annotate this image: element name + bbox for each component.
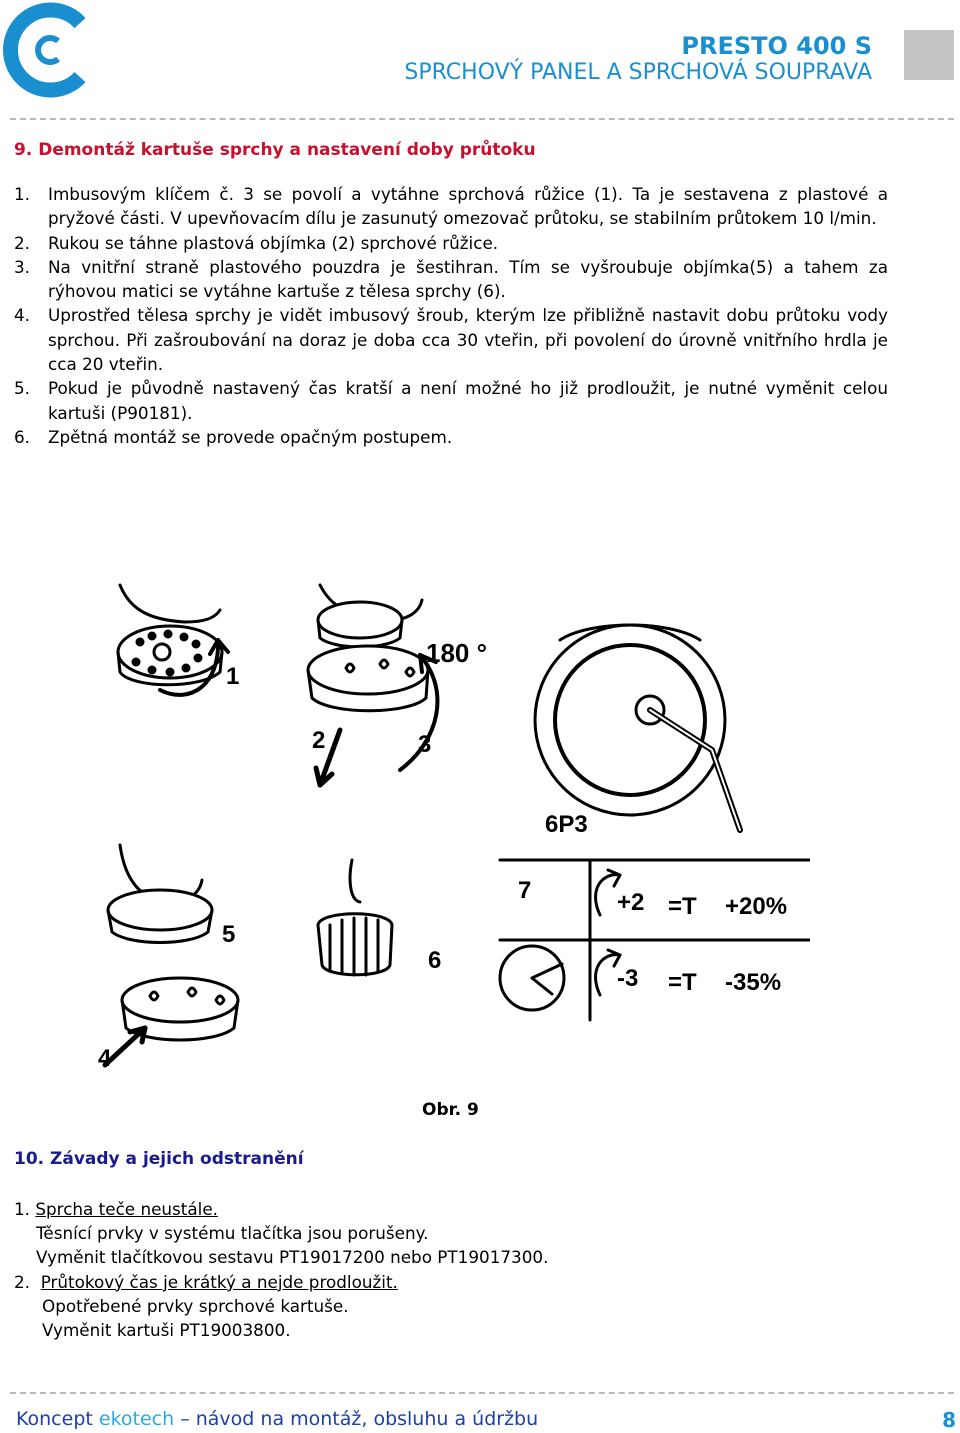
minus-eq-label: =T xyxy=(668,969,697,996)
header-divider xyxy=(10,118,954,120)
label-6: 6 xyxy=(428,947,442,974)
minus-pct-label: -35% xyxy=(725,969,782,996)
label-1: 1 xyxy=(226,663,240,690)
label-2: 2 xyxy=(312,727,326,754)
cartridge-removal xyxy=(105,845,392,1065)
label-hex-size: 6P3 xyxy=(545,811,588,838)
plus-pct-label: +20% xyxy=(725,893,788,920)
disassembly-illustration xyxy=(90,580,810,1080)
step-item: 5. Pokud je původně nastavený čas kratší a není možné ho již prodloužit, je nutné vyměnit celou kartuši (P90181). xyxy=(14,378,888,423)
step-item: 1. Imbusovým klíčem č. 3 se povolí a vytáhne sprchová růžice (1). Ta je sestavena z plastové a pryžové části. V upevňovacím dílu je zasunutý omezovač průtoku, se stabilním průtokem 10 l/min. xyxy=(14,184,888,229)
minus-turn-label: -3 xyxy=(617,965,639,992)
fault-list xyxy=(14,1197,548,1342)
fault-title: Sprcha teče neustále. xyxy=(35,1199,218,1219)
header-decor-box xyxy=(904,30,954,80)
fault-title: Průtokový čas je krátký a nejde prodloužit. xyxy=(40,1271,398,1292)
fault-detail: Těsnící prvky v systému tlačítka jsou porušeny. xyxy=(36,1223,429,1244)
section-9-heading: 9. Demontáž kartuše sprchy a nastavení doby průtoku xyxy=(14,140,536,160)
label-7: 7 xyxy=(518,877,532,904)
plus-turn-label: +2 xyxy=(617,889,645,916)
step-item: 3. Na vnitřní straně plastového pouzdra je šestihran. Tím se vyšroubuje objímka(5) a tahem za rýhovou matici se vytáhne kartuše z tělesa sprchy (6). xyxy=(14,256,888,302)
label-180-degrees: 180 ° xyxy=(426,638,488,668)
footer-divider xyxy=(10,1392,954,1394)
fault-detail: Vyměnit tlačítkovou sestavu PT19017200 nebo PT19017300. xyxy=(36,1247,549,1268)
footer-text: Koncept ekotech – návod na montáž, obsluhu a údržbu xyxy=(16,1408,539,1430)
step-item: 4. Uprostřed tělesa sprchy je vidět imbusový šroub, kterým lze přibližně nastavit dobu průtoku vody sprchou. Při zašroubování na doraz je doba cca 30 vteřin, při povolení do úrovně vnitřního hrdla je cca 20 vteřin. xyxy=(14,305,888,375)
label-5: 5 xyxy=(222,921,236,948)
section-9-steps xyxy=(14,182,888,449)
label-3: 3 xyxy=(418,731,432,758)
document-title: PRESTO 400 S xyxy=(681,32,872,60)
fault-detail: Vyměnit kartuši PT19003800. xyxy=(42,1320,291,1341)
concept-c-logo xyxy=(0,0,92,100)
label-4: 4 xyxy=(98,1045,112,1072)
step-item: 2. Rukou se táhne plastová objímka (2) sprchové růžice. xyxy=(14,232,499,253)
fault-detail: Opotřebené prvky sprchové kartuše. xyxy=(42,1295,349,1316)
fault-item-2: 2. Průtokový čas je krátký a nejde prodloužit. xyxy=(14,1271,398,1292)
shower-rose-step-1 xyxy=(118,585,228,695)
section-10-heading: 10. Závady a jejich odstranění xyxy=(14,1149,304,1169)
figure-caption: Obr. 9 xyxy=(422,1100,479,1120)
fault-item-1: 1. Sprcha teče neustále. xyxy=(14,1199,218,1219)
hex-key-detail xyxy=(535,625,740,830)
step-item: 6. Zpětná montáž se provede opačným postupem. xyxy=(14,426,453,447)
page-number: 8 xyxy=(942,1408,956,1432)
time-adjustment-table xyxy=(500,860,810,1020)
plus-eq-label: =T xyxy=(668,893,697,920)
document-subtitle: SPRCHOVÝ PANEL A SPRCHOVÁ SOUPRAVA xyxy=(404,60,872,85)
